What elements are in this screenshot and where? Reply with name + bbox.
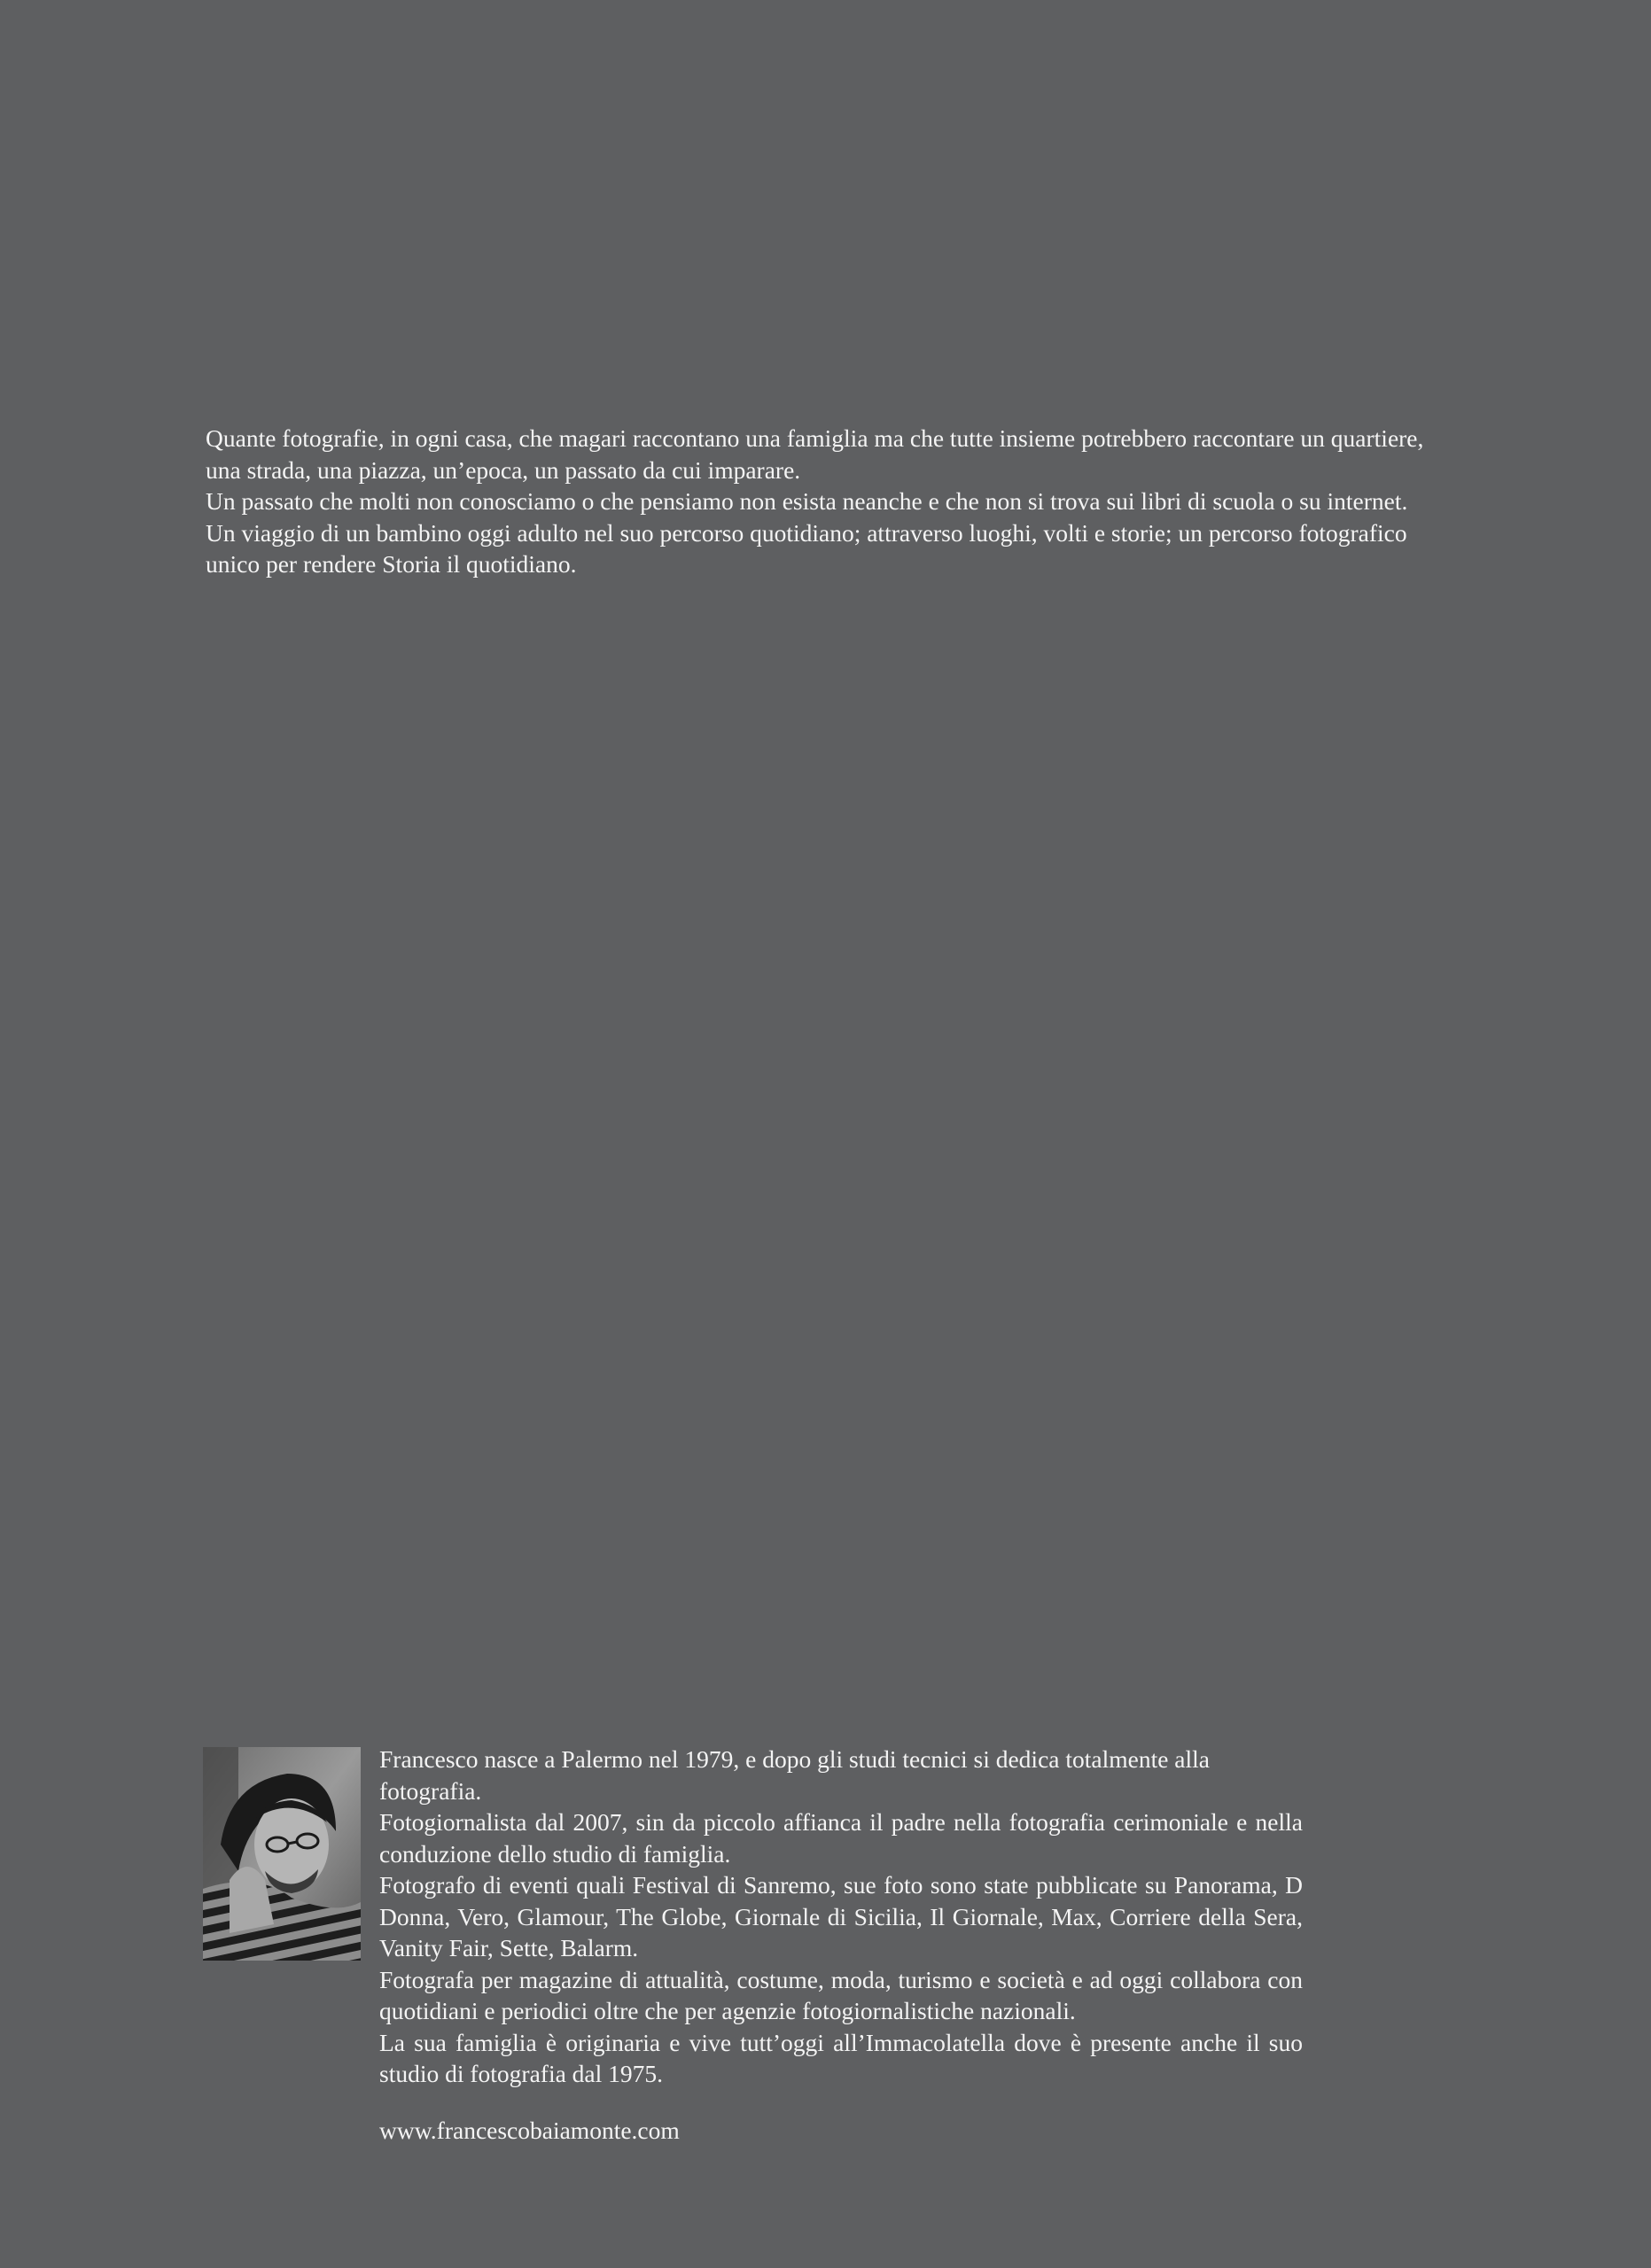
- intro-paragraph: Quante fotografie, in ogni casa, che magari raccontano una famiglia ma che tutte insieme potrebbero raccontare un quartiere, una strada, una piazza, un’epoca, un passato da cui imparare.: [206, 424, 1424, 484]
- bio-paragraph: Fotogiornalista dal 2007, sin da piccolo affianca il padre nella fotografia cerimoniale e nella conduzione dello studio di famiglia.: [379, 1808, 1303, 1868]
- bio-paragraph: La sua famiglia è originaria e vive tutt’oggi all’Immacolatella dove è presente anche il suo studio di fotografia dal 1975.: [379, 2028, 1303, 2087]
- intro-paragraph: Un viaggio di un bambino oggi adulto nel suo percorso quotidiano; attraverso luoghi, volti e storie; un percorso fotografico unico per rendere Storia il quotidiano.: [206, 518, 1407, 578]
- website-link[interactable]: www.francescobaiamonte.com: [379, 2117, 680, 2144]
- author-bio: [379, 1744, 1303, 2090]
- author-portrait: [203, 1747, 361, 1961]
- intro-text: [206, 423, 1455, 580]
- bio-paragraph: Fotografo di eventi quali Festival di Sanremo, sue foto sono state pubblicate su Panorama, D Donna, Vero, Glamour, The Globe, Giornale di Sicilia, Il Giornale, Max, Corriere della Sera, Vanity Fair, Sette, Balarm.: [379, 1871, 1303, 1961]
- intro-paragraph: Un passato che molti non conosciamo o che pensiamo non esista neanche e che non si trova sui libri di scuola o su internet.: [206, 487, 1408, 515]
- bio-paragraph: Fotografa per magazine di attualità, costume, moda, turismo e società e ad oggi collabora con quotidiani e periodici oltre che per agenzie fotogiornalistiche nazionali.: [379, 1965, 1303, 2024]
- bio-paragraph: Francesco nasce a Palermo nel 1979, e dopo gli studi tecnici si dedica totalmente alla fotografia.: [379, 1745, 1210, 1805]
